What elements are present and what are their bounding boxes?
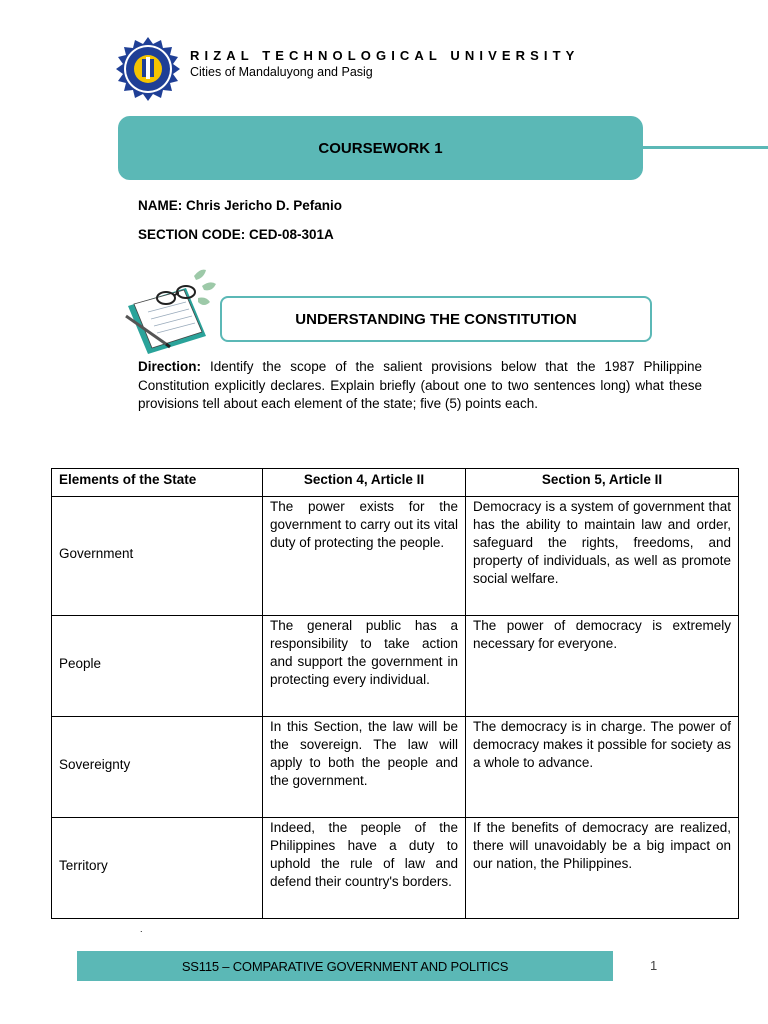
footer-bar [77, 951, 613, 981]
table-row [52, 497, 739, 616]
banner-divider-line [643, 146, 768, 149]
header-section-5: Section 5, Article II [466, 469, 739, 497]
element-cell: Sovereignty [52, 717, 263, 818]
university-name: RIZAL TECHNOLOGICAL UNIVERSITY [190, 48, 580, 63]
footer-course: SS115 – COMPARATIVE GOVERNMENT AND POLITICS [181, 958, 509, 974]
university-seal-icon [112, 36, 184, 108]
topic-box [220, 296, 652, 342]
header-elements: Elements of the State [52, 469, 263, 497]
section-5-cell: Democracy is a system of government that has the ability to maintain law and order, safeguard the rights, freedoms, and property of individuals, as well as promote social welfare. [466, 497, 739, 616]
element-cell: People [52, 616, 263, 717]
table-row [52, 717, 739, 818]
coursework-banner [118, 116, 643, 180]
section-4-cell: The power exists for the government to carry out its vital duty of protecting the people. [263, 497, 466, 616]
topic-title: UNDERSTANDING THE CONSTITUTION [295, 310, 577, 328]
table-header-row [52, 469, 739, 497]
element-cell: Territory [52, 818, 263, 919]
table-row [52, 818, 739, 919]
section-5-cell: The power of democracy is extremely necessary for everyone. [466, 616, 739, 717]
notebook-pencil-glasses-icon [122, 266, 230, 358]
section-4-cell: Indeed, the people of the Philippines have a duty to uphold the rule of law and defend their country's borders. [263, 818, 466, 919]
direction-paragraph [138, 358, 702, 414]
element-cell: Government [52, 497, 263, 616]
coursework-title: COURSEWORK 1 [318, 139, 443, 157]
elements-table [51, 468, 739, 919]
section-5-cell: The democracy is in charge. The power of democracy makes it possible for society as a whole to advance. [466, 717, 739, 818]
direction-text: Identify the scope of the salient provisions below that the 1987 Philippine Constitution explicitly declares. Explain briefly (about one to two sentences long) what these provisions tell about each element of the state; five (5) points each. [138, 359, 702, 411]
section-4-cell: The general public has a responsibility to take action and support the government in protecting every individual. [263, 616, 466, 717]
university-subtitle: Cities of Mandaluyong and Pasig [190, 65, 373, 79]
table-row [52, 616, 739, 717]
student-name: NAME: Chris Jericho D. Pefanio [138, 198, 343, 213]
stray-dot: . [140, 924, 143, 934]
section-code: SECTION CODE: CED-08-301A [138, 227, 334, 242]
section-5-cell: If the benefits of democracy are realized, there will unavoidably be a big impact on our nation, the Philippines. [466, 818, 739, 919]
page-number: 1 [650, 958, 658, 973]
header-section-4: Section 4, Article II [263, 469, 466, 497]
section-4-cell: In this Section, the law will be the sovereign. The law will apply to both the people and the government. [263, 717, 466, 818]
direction-label: Direction: [138, 359, 202, 374]
